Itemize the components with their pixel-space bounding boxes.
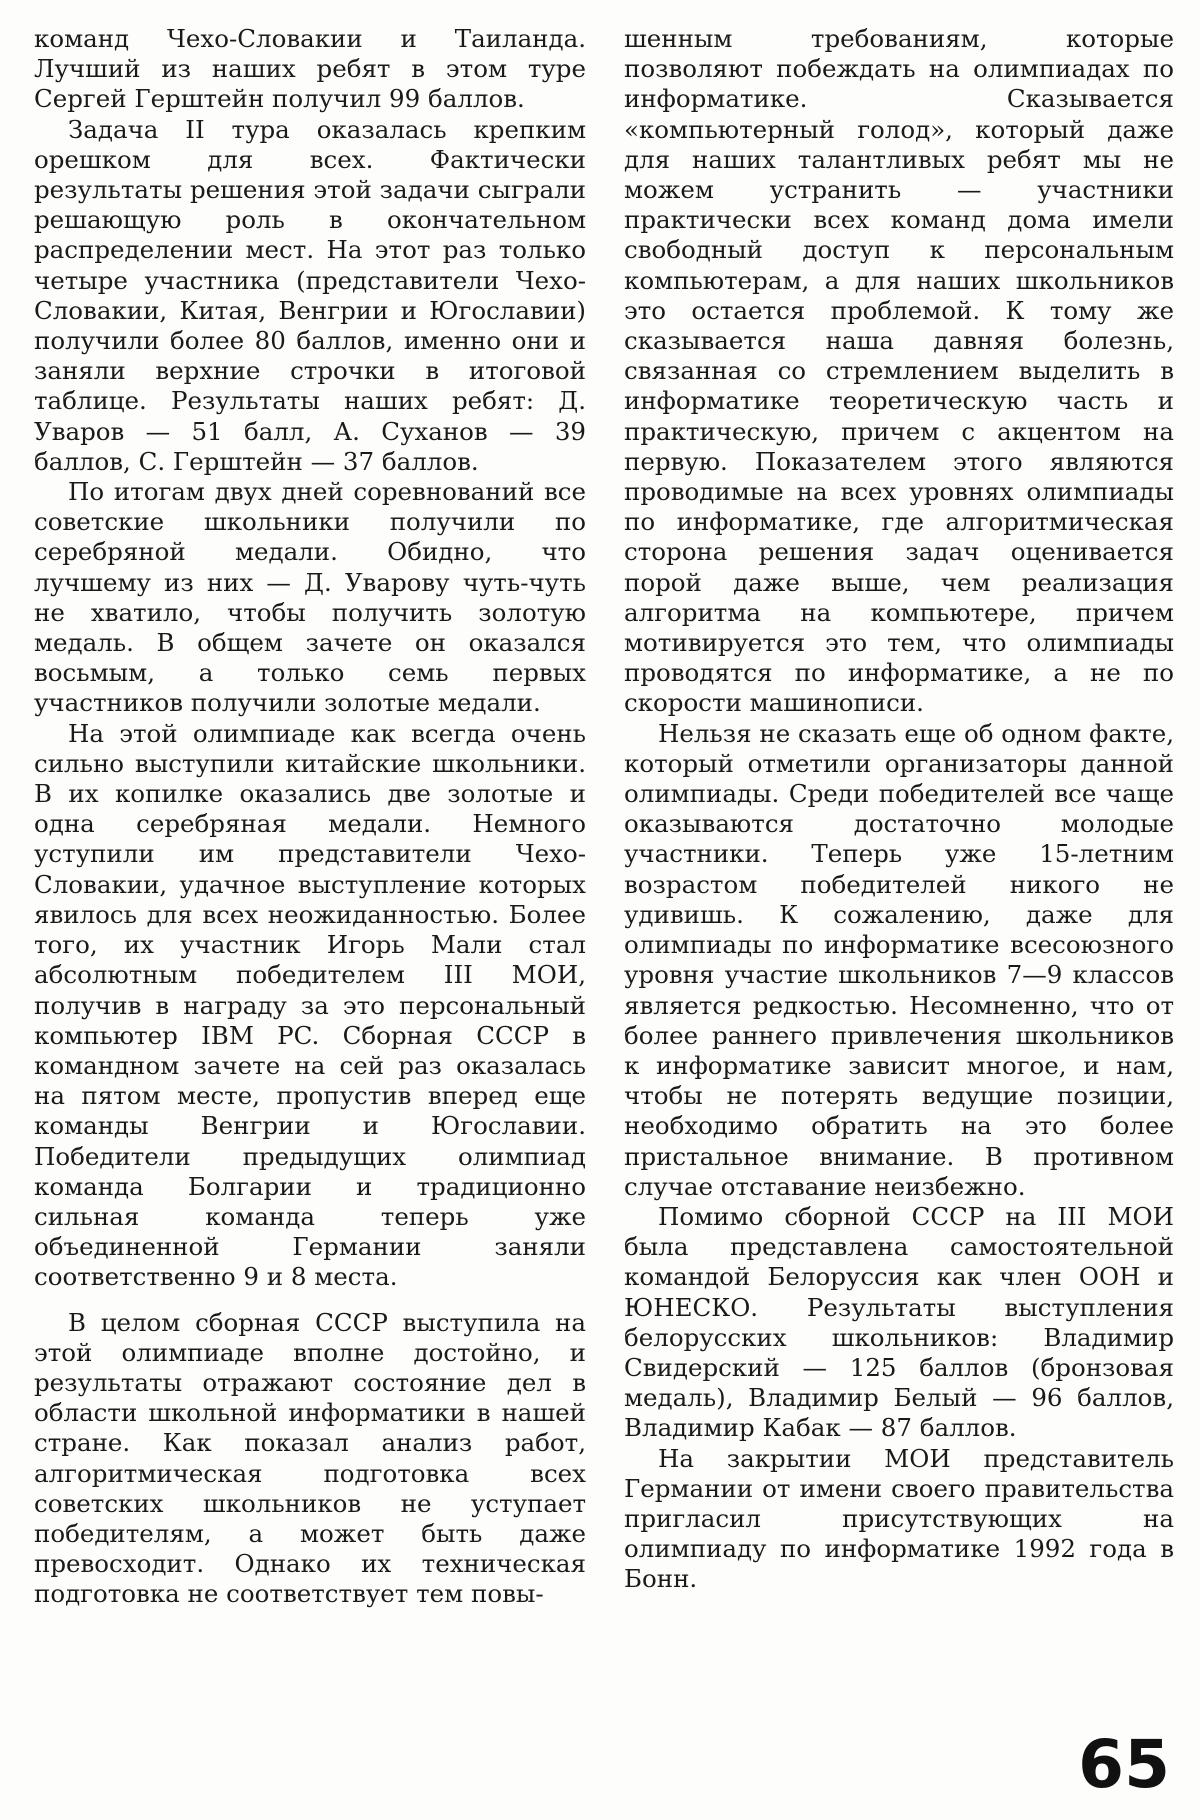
paragraph: По итогам двух дней соревнований все советские школьники получили по серебряной медали. Обидно, что лучшему из них — Д. Уварову чуть-чуть не хватило, чтобы получить золотую медаль. В общем зачете он оказался восьмым, а только семь первых участников получили золотые медали.	[34, 477, 586, 718]
right-text-column	[624, 24, 1174, 1595]
paragraph: шенным требованиям, которые позволяют побеждать на олимпиадах по информатике. Сказывается «компьютерный голод», который даже для наших талантливых ребят мы не можем устранить — участники практически всех команд дома имели свободный доступ к персональным компьютерам, а для наших школьников это остается проблемой. К тому же сказывается наша давняя болезнь, связанная со стремлением выделить в информатике теоретическую часть и практическую, причем с акцентом на первую. Показателем этого являются проводимые на всех уровнях олимпиады по информатике, где алгоритмическая сторона решения задач оценивается порой даже выше, чем реализация алгоритма на компьютере, причем мотивируется это тем, что олимпиады проводятся по информатике, а не по скорости машинописи.	[624, 24, 1174, 718]
paragraph: команд Чехо-Словакии и Таиланда. Лучший из наших ребят в этом туре Сергей Герштейн получил 99 баллов.	[34, 24, 586, 114]
paragraph: Нельзя не сказать еще об одном факте, который отметили организаторы данной олимпиады. Среди победителей все чаще оказываются достаточно молодые участники. Теперь уже 15-летним возрастом победителей никого не удивишь. К сожалению, даже для олимпиады по информатике всесоюзного уровня участие школьников 7—9 классов является редкостью. Несомненно, что от более раннего привлечения школьников к информатике зависит многое, и нам, чтобы не потерять ведущие позиции, необходимо обратить на это более пристальное внимание. В противном случае отставание неизбежно.	[624, 718, 1174, 1201]
paragraph: Помимо сборной СССР на III МОИ была представлена самостоятельной командой Белоруссия как член ООН и ЮНЕСКО. Результаты выступления белорусских школьников: Владимир Свидерский — 125 баллов (бронзовая медаль), Владимир Белый — 96 баллов, Владимир Кабак — 87 баллов.	[624, 1201, 1174, 1443]
paragraph: На этой олимпиаде как всегда очень сильно выступили китайские школьники. В их копилке оказались две золотые и одна серебряная медали. Немного уступили им представители Чехо-Словакии, удачное выступление которых явилось для всех неожиданностью. Более того, их участник Игорь Мали стал абсолютным победителем III МОИ, получив в награду за это персональный компьютер IBM PC. Сборная СССР в командном зачете на сей раз оказалась на пятом месте, пропустив вперед еще команды Венгрии и Югославии. Победители предыдущих олимпиад команда Болгарии и традиционно сильная команда теперь уже объединенной Германии заняли соответственно 9 и 8 места.	[34, 718, 586, 1292]
paragraph: Задача II тура оказалась крепким орешком для всех. Фактически результаты решения этой задачи сыграли решающую роль в окончательном распределении мест. На этот раз только четыре участника (представители Чехо-Словакии, Китая, Венгрии и Югославии) получили более 80 баллов, именно они и заняли верхние строчки в итоговой таблице. Результаты наших ребят: Д. Уваров — 51 балл, А. Суханов — 39 баллов, С. Герштейн — 37 баллов.	[34, 114, 586, 476]
page-number: 65	[1078, 1726, 1170, 1803]
left-text-column	[34, 24, 586, 1610]
paragraph: В целом сборная СССР выступила на этой олимпиаде вполне достойно, и результаты отражают состояние дел в области школьной информатики в нашей стране. Как показал анализ работ, алгоритмическая подготовка всех советских школьников не уступает победителям, а может быть даже превосходит. Однако их техническая подготовка не соответствует тем повы-	[34, 1307, 586, 1609]
paragraph: На закрытии МОИ представитель Германии от имени своего правительства пригласил присутствующих на олимпиаду по информатике 1992 года в Бонн.	[624, 1443, 1174, 1594]
